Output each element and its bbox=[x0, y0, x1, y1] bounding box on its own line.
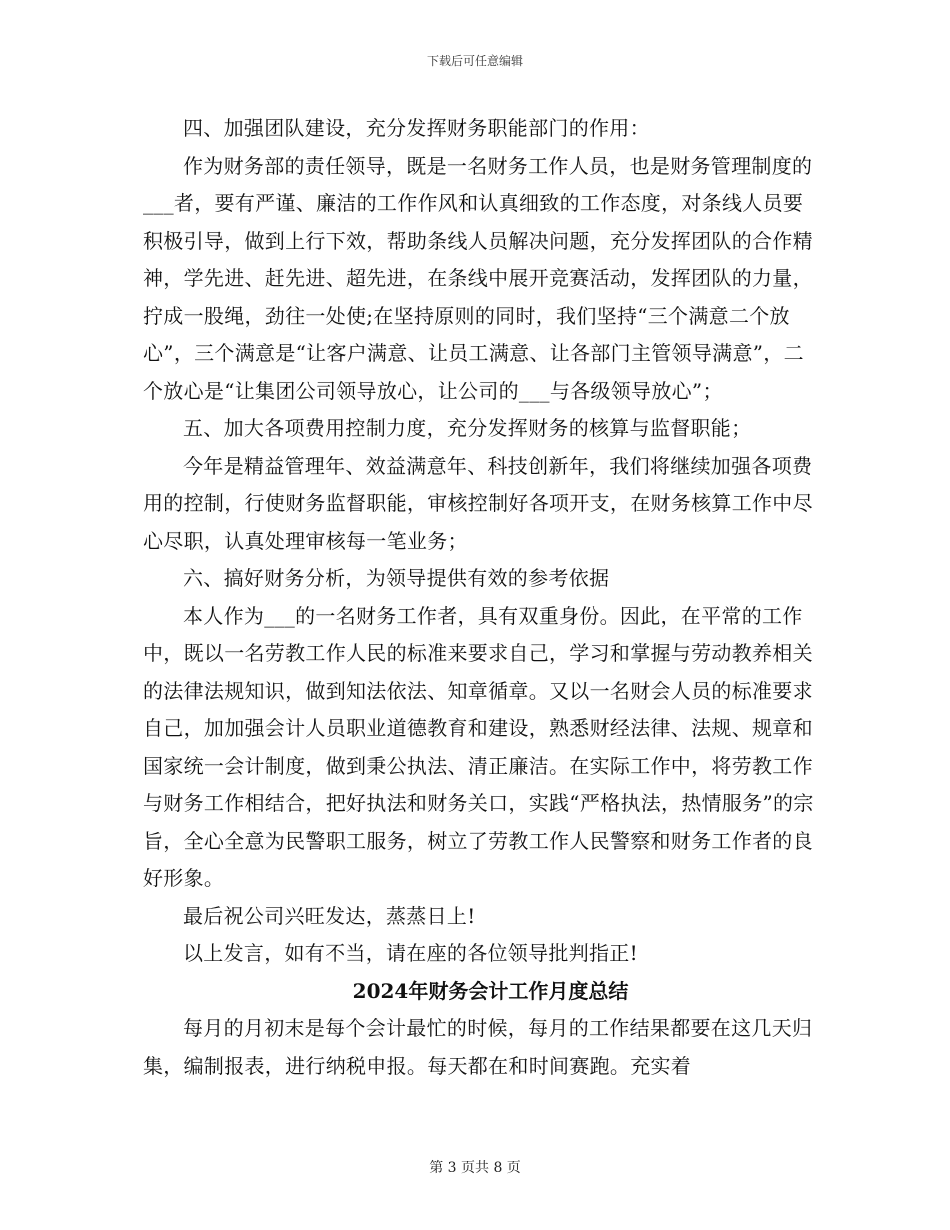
paragraph-team-building: 作为财务部的责任领导，既是一名财务工作人员，也是财务管理制度的___者，要有严谨、廉洁的工作作风和认真细致的工作态度，对条线人员要积极引导，做到上行下效，帮助条线人员解决问题，充分发挥团队的合作精神，学先进、赶先进、超先进，在条线中展开竞赛活动，发挥团队的力量，拧成一股绳，劲往一处使;在坚持原则的同时，我们坚持“三个满意二个放心”，三个满意是“让客户满意、让员工满意、让各部门主管领导满意”，二个放心是“让集团公司领导放心，让公司的___与各级领导放心”； bbox=[143, 153, 813, 403]
closing-wish: 最后祝公司兴旺发达，蒸蒸日上! bbox=[183, 903, 476, 928]
heading-team-building: 四、加强团队建设，充分发挥财务职能部门的作用： bbox=[183, 116, 650, 140]
paragraph-cost-control: 今年是精益管理年、效益满意年、科技创新年，我们将继续加强各项费用的控制，行使财务监督职能，审核控制好各项开支，在财务核算工作中尽心尽职，认真处理审核每一笔业务； bbox=[143, 453, 813, 553]
page-header: 下载后可任意编辑 bbox=[426, 54, 523, 68]
section-title: 2024年财务会计工作月度总结 bbox=[352, 978, 629, 1003]
page-footer: 第 3 页共 8 页 bbox=[429, 1160, 521, 1176]
heading-financial-analysis: 六、搞好财务分析，为领导提供有效的参考依据 bbox=[183, 566, 610, 590]
heading-cost-control: 五、加大各项费用控制力度，充分发挥财务的核算与监督职能； bbox=[183, 416, 752, 440]
document-body bbox=[143, 110, 818, 1085]
closing-remark: 以上发言，如有不当，请在座的各位领导批判指正! bbox=[183, 941, 638, 965]
section-paragraph: 每月的月初末是每个会计最忙的时候，每月的工作结果都要在这几天归集，编制报表，进行纳税申报。每天都在和时间赛跑。充实着 bbox=[143, 1016, 813, 1078]
paragraph-financial-analysis: 本人作为___的一名财务工作者，具有双重身份。因此，在平常的工作中，既以一名劳教工作人民的标准来要求自己，学习和掌握与劳动教养相关的法律法规知识，做到知法依法、知章循章。又以一名财会人员的标准要求自己，加加强会计人员职业道德教育和建设，熟悉财经法律、法规、规章和国家统一会计制度，做到秉公执法、清正廉洁。在实际工作中，将劳教工作与财务工作相结合，把好执法和财务关口，实践“严格执法，热情服务”的宗旨，全心全意为民警职工服务，树立了劳教工作人民警察和财务工作者的良好形象。 bbox=[143, 603, 814, 890]
